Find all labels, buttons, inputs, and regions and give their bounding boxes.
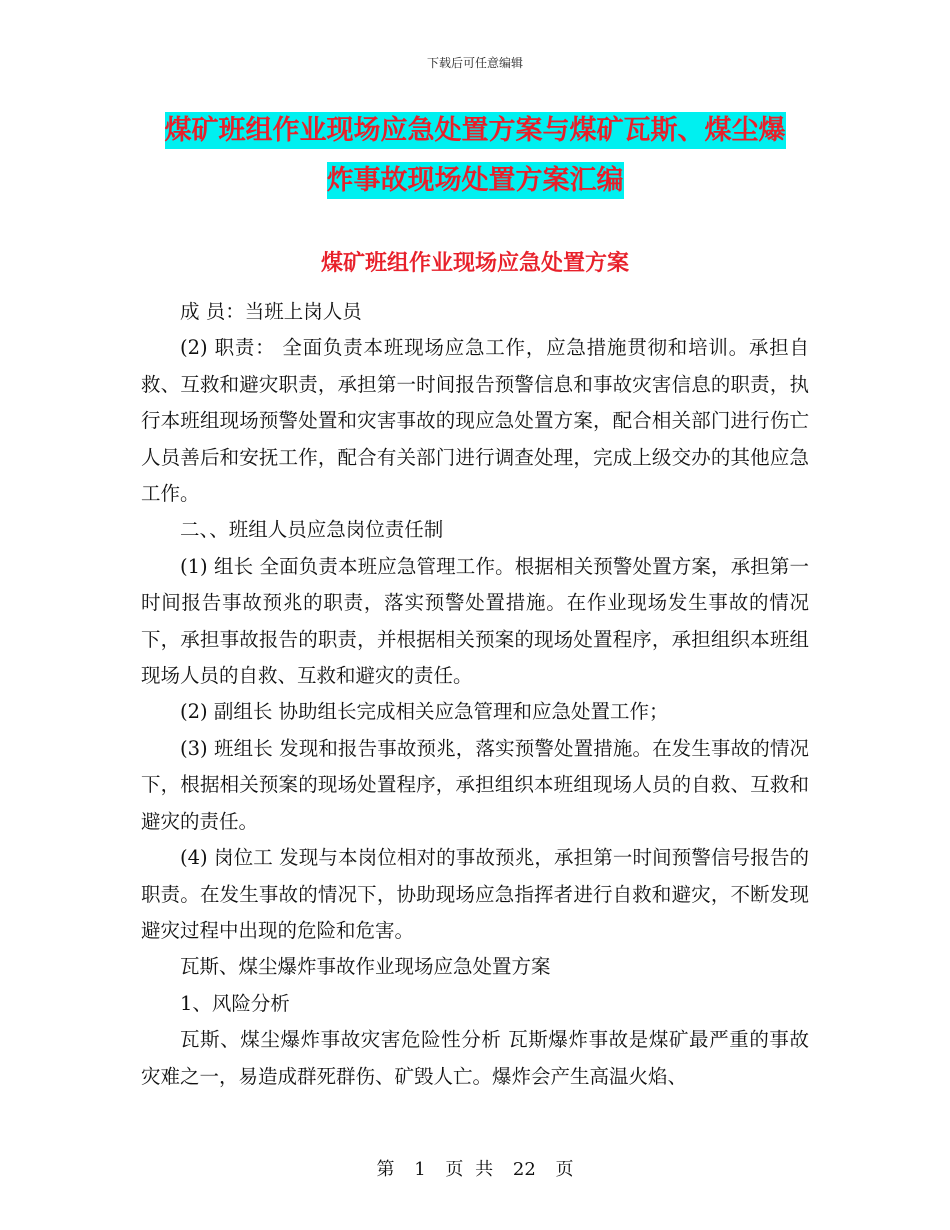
page-footer (0, 1155, 950, 1181)
document-body (141, 294, 809, 1095)
paragraph: (3) 班组长 发现和报告事故预兆，落实预警处置措施。在发生事故的情况下，根据相关预案的现场处置程序，承担组织本班组现场人员的自救、互救和避灾的责任。 (141, 736, 809, 833)
paragraph: (2) 副组长 协助组长完成相关应急管理和应急处置工作； (180, 700, 669, 724)
footer-page-number: 1 (414, 1159, 426, 1180)
paragraph: 瓦斯、煤尘爆炸事故作业现场应急处置方案 (180, 955, 551, 979)
footer-mid: 页 共 (445, 1159, 494, 1180)
document-title (140, 106, 810, 206)
footer-suffix: 页 (555, 1159, 574, 1180)
paragraph: 瓦斯、煤尘爆炸事故灾害危险性分析 瓦斯爆炸事故是煤矿最严重的事故灾难之一，易造成群死群伤、矿毁人亡。爆炸会产生高温火焰、 (141, 1028, 809, 1088)
title-line-2: 炸事故现场处置方案汇编 (327, 162, 624, 199)
footer-total-pages: 22 (512, 1159, 536, 1180)
paragraph: (1) 组长 全面负责本班应急管理工作。根据相关预警处置方案，承担第一时间报告事故预兆的职责，落实预警处置措施。在作业现场发生事故的情况下，承担事故报告的职责，并根据相关预案的现场处置程序，承担组织本班组现场人员的自救、互救和避灾的责任。 (141, 554, 809, 688)
paragraph: 成 员：当班上岗人员 (180, 300, 362, 323)
section-title: 煤矿班组作业现场应急处置方案 (320, 251, 629, 276)
title-line-1: 煤矿班组作业现场应急处置方案与煤矿瓦斯、煤尘爆 (165, 112, 786, 149)
paragraph: (2) 职责： 全面负责本班现场应急工作，应急措施贯彻和培训。承担自救、互救和避灾职责，承担第一时间报告预警信息和事故灾害信息的职责，执行本班组现场预警处置和灾害事故的现应急处置方案，配合相关部门进行伤亡人员善后和安抚工作，配合有关部门进行调查处理，完成上级交办的其他应急工作。 (141, 336, 809, 506)
paragraph: 1、风险分析 (180, 991, 290, 1015)
footer-prefix: 第 (376, 1159, 395, 1180)
header-note: 下载后可任意编辑 (426, 56, 523, 70)
paragraph: 二、、班组人员应急岗位责任制 (180, 518, 444, 542)
paragraph: (4) 岗位工 发现与本岗位相对的事故预兆，承担第一时间预警信号报告的职责。在发生事故的情况下，协助现场应急指挥者进行自救和避灾，不断发现避灾过程中出现的危险和危害。 (141, 846, 809, 942)
